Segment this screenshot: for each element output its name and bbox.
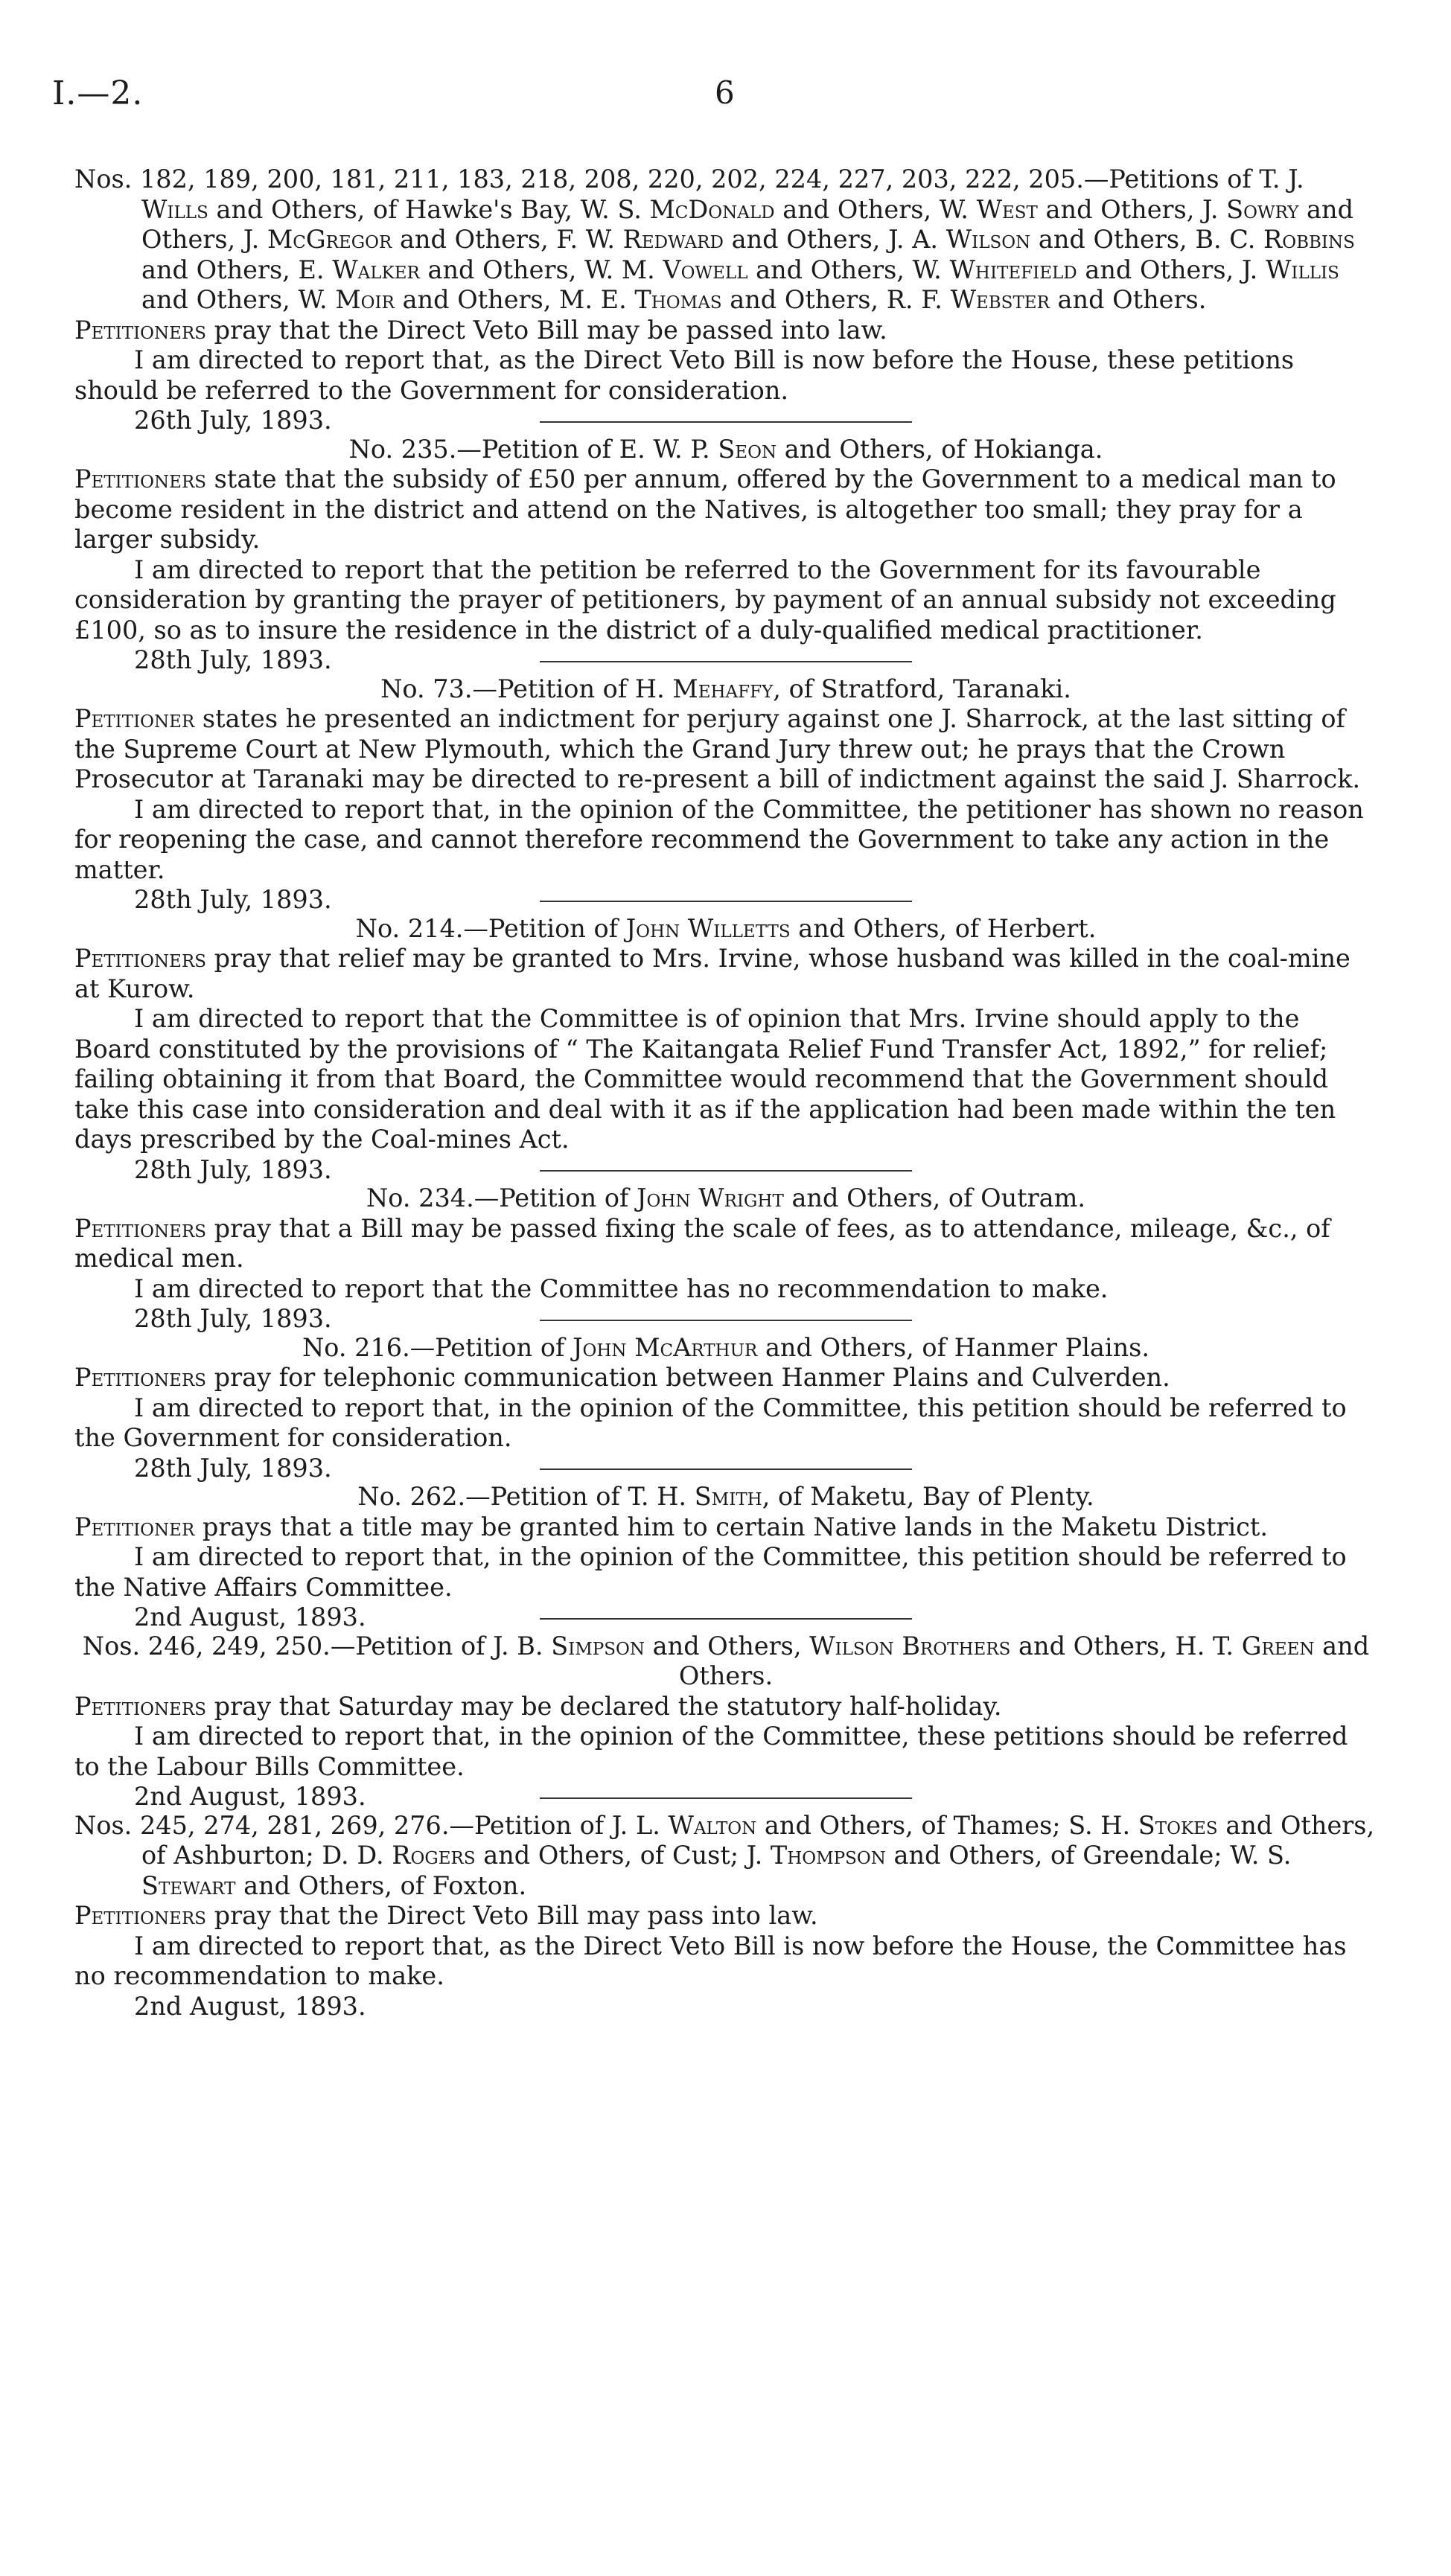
heading-text: and Others, J. — [141, 194, 1354, 254]
prayer-lead: Petitioners — [74, 1691, 207, 1721]
petition-heading — [74, 1183, 1377, 1214]
prayer-lead: Petitioners — [74, 464, 207, 493]
prayer-lead: Petitioner — [74, 704, 195, 733]
committee-report: I am directed to report that, as the Direct Veto Bill is now before the House, these petitions should be referred to the Government for consideration. — [74, 345, 1295, 405]
committee-report: I am directed to report that the Committee has no recommendation to make. — [134, 1273, 1109, 1303]
heading-text: and Others, of Cust; J. — [475, 1841, 771, 1870]
petition-heading — [74, 1811, 1377, 1902]
petitioner-name: Rogers — [392, 1841, 476, 1870]
heading-text: and Others, E. — [141, 255, 333, 284]
petitioner-name: John McArthur — [573, 1332, 758, 1362]
petition-prayer — [74, 1692, 1377, 1722]
heading-text: and Others, of Herbert. — [790, 913, 1097, 943]
heading-text: Nos. 246, 249, 250.—Petition of J. B. — [82, 1631, 552, 1661]
prayer-text: state that the subsidy of £50 per annum, offered by the Government to a medical man to become resident in the district and attend on the Natives, is altogether too small; they pray for a larger subsidy. — [74, 464, 1336, 554]
heading-text: and Others, W. M. — [419, 255, 663, 284]
section-divider — [540, 901, 912, 902]
petitioner-name: Smith — [694, 1482, 762, 1511]
petition-heading — [74, 164, 1377, 316]
heading-text: and Others, W. — [774, 194, 977, 224]
petition-section — [74, 1631, 1377, 1811]
petition-section — [74, 1811, 1377, 2022]
section-divider — [540, 1170, 912, 1172]
petitioner-name: Seon — [718, 434, 777, 464]
heading-text: and Others, H. T. — [1010, 1631, 1242, 1661]
heading-text: and Others, — [645, 1631, 810, 1661]
petition-prayer — [74, 1512, 1377, 1543]
petition-section — [74, 1482, 1377, 1631]
prayer-text: pray for telephonic communication between Hanmer Plains and Culverden. — [206, 1363, 1170, 1392]
petitioner-name: Webster — [950, 285, 1050, 314]
petitioner-name: Vowell — [663, 255, 748, 284]
heading-text: and Others, J. A. — [723, 225, 946, 254]
prayer-text: pray that Saturday may be declared the statutory half-holiday. — [206, 1691, 1002, 1721]
prayer-lead: Petitioners — [74, 1901, 207, 1930]
heading-text: , of Stratford, Taranaki. — [773, 674, 1071, 703]
prayer-text: pray that the Direct Veto Bill may be passed into law. — [206, 315, 887, 345]
heading-text: No. 234.—Petition of — [366, 1183, 637, 1212]
report-date: 28th July, 1893. — [134, 1154, 332, 1184]
petition-heading — [74, 1333, 1377, 1364]
section-divider — [540, 1320, 912, 1321]
petitioner-name: West — [976, 194, 1038, 224]
section-divider — [540, 421, 912, 423]
petitioner-name: Green — [1241, 1631, 1315, 1661]
petition-prayer — [74, 1901, 1377, 1931]
heading-text: and Others, F. W. — [392, 225, 623, 254]
petitioner-name: Wilson — [945, 225, 1031, 254]
heading-text: and Others. — [1049, 285, 1207, 314]
petitioner-name: Mehaffy — [672, 674, 774, 703]
petition-section — [74, 1332, 1377, 1483]
petition-heading — [74, 1631, 1377, 1692]
report-date: 2nd August, 1893. — [134, 1991, 366, 2021]
heading-text: and Others, of Hanmer Plains. — [757, 1332, 1150, 1362]
petition-section — [74, 674, 1377, 914]
prayer-lead: Petitioners — [74, 1363, 207, 1392]
committee-report: I am directed to report that, as the Direct Veto Bill is now before the House, the Committee has no recommendation to make. — [74, 1931, 1347, 1990]
petitioner-name: Thomas — [634, 285, 722, 314]
petition-heading — [74, 1482, 1377, 1512]
heading-text: and Others, W. — [747, 255, 950, 284]
committee-report: I am directed to report that, in the opinion of the Committee, this petition should be referred to the Government for consideration. — [74, 1393, 1347, 1452]
heading-text: No. 214.—Petition of — [355, 913, 626, 943]
petition-prayer — [74, 704, 1377, 795]
petition-section — [74, 164, 1377, 435]
petitioner-name: Walker — [332, 255, 420, 284]
committee-report: I am directed to report that, in the opinion of the Committee, these petitions should be referred to the Labour Bills Committee. — [74, 1722, 1348, 1781]
prayer-text: prays that a title may be granted him to certain Native lands in the Maketu District. — [194, 1512, 1269, 1541]
report-date: 28th July, 1893. — [134, 1453, 332, 1483]
committee-report: I am directed to report that the Committee is of opinion that Mrs. Irvine should apply to the Board constituted by the provisions of “ The Kaitangata Relief Fund Transfer Act, 1892,” for relief; failing obtaining it from that Board, the Committee would recommend that the Government should take this case into consideration and deal with it as if the application had been made within the ten days prescribed by the Coal-mines Act. — [74, 1004, 1336, 1154]
section-divider — [540, 661, 912, 662]
petitioner-name: McGregor — [267, 225, 392, 254]
prayer-text: pray that relief may be granted to Mrs. Irvine, whose husband was killed in the coal-mine at Kurow. — [74, 944, 1350, 1003]
petition-prayer — [74, 1363, 1377, 1393]
prayer-lead: Petitioners — [74, 1213, 207, 1243]
petitioner-name: Sowry — [1226, 194, 1299, 224]
petition-section — [74, 434, 1377, 674]
petitioner-name: John Willetts — [625, 913, 791, 943]
prayer-lead: Petitioners — [74, 944, 207, 973]
prayer-lead: Petitioner — [74, 1512, 195, 1541]
petition-prayer — [74, 1214, 1377, 1274]
heading-text: and Others, M. E. — [394, 285, 635, 314]
heading-text: No. 262.—Petition of T. H. — [357, 1482, 695, 1511]
petitioner-name: McDonald — [649, 194, 775, 224]
petitions-body — [74, 153, 1377, 2022]
heading-text: and Others, of Foxton. — [235, 1870, 527, 1900]
heading-text: and Others, of Outram. — [783, 1183, 1086, 1212]
heading-text: and Others, R. F. — [721, 285, 951, 314]
heading-text: and Others, J. — [1037, 194, 1227, 224]
petition-section — [74, 1183, 1377, 1333]
petition-heading — [74, 435, 1377, 465]
petitioner-name: Wilson Brothers — [809, 1631, 1011, 1661]
series-label: I.—2. — [52, 74, 144, 112]
heading-text: No. 216.—Petition of — [302, 1332, 573, 1362]
petitioner-name: Stewart — [141, 1870, 236, 1900]
heading-text: Nos. 182, 189, 200, 181, 211, 183, 218, 208, 220, 202, 224, 227, 203, 222, 205.—Petitions of T. J. — [74, 164, 1304, 194]
section-divider — [540, 1797, 912, 1799]
prayer-lead: Petitioners — [74, 315, 207, 345]
heading-text: and Others, of Ashburton; D. D. — [141, 1810, 1375, 1870]
petition-heading — [74, 674, 1377, 705]
prayer-text: states he presented an indictment for perjury against one J. Sharrock, at the last sitting of the Supreme Court at New Plymouth, which the Grand Jury threw out; he prays that the Crown Prosecutor at Taranaki may be directed to re-present a bill of indictment against the said J. Sharrock. — [74, 704, 1361, 793]
petitioner-name: Moir — [335, 285, 395, 314]
petitioner-name: Wills — [141, 194, 208, 224]
heading-text: and Others, of Thames; S. H. — [756, 1810, 1138, 1840]
heading-text: No. 73.—Petition of H. — [380, 674, 673, 703]
prayer-text: pray that a Bill may be passed fixing the scale of fees, as to attendance, mileage, &c., of medical men. — [74, 1213, 1330, 1273]
report-date: 28th July, 1893. — [134, 885, 332, 914]
petitioner-name: Whitefield — [949, 255, 1077, 284]
heading-text: No. 235.—Petition of E. W. P. — [348, 434, 718, 464]
section-divider — [540, 1468, 912, 1470]
petition-prayer — [74, 464, 1377, 555]
petitioner-name: Redward — [622, 225, 724, 254]
report-date: 28th July, 1893. — [134, 1304, 332, 1333]
petitioner-name: Thompson — [770, 1841, 886, 1870]
petitioner-name: Robbins — [1263, 225, 1355, 254]
page-number: 6 — [715, 74, 735, 111]
heading-text: and Others, B. C. — [1030, 225, 1264, 254]
committee-report: I am directed to report that the petition be referred to the Government for its favourable consideration by granting the prayer of petitioners, by payment of an annual subsidy not exceeding £100, so as to insure the residence in the district of a duly-qualified medical practitioner. — [74, 554, 1336, 645]
petitioner-name: Willis — [1265, 255, 1339, 284]
heading-text: and Others, W. — [141, 285, 336, 314]
heading-text: , of Maketu, Bay of Plenty. — [762, 1482, 1094, 1511]
petitioner-name: Stokes — [1138, 1810, 1218, 1840]
prayer-text: pray that the Direct Veto Bill may pass into law. — [206, 1901, 818, 1930]
petition-heading — [74, 914, 1377, 945]
report-date: 28th July, 1893. — [134, 645, 332, 674]
heading-text: and Others. — [678, 1631, 1370, 1690]
petitioner-name: John Wright — [637, 1183, 784, 1212]
report-date: 2nd August, 1893. — [134, 1602, 366, 1631]
heading-text: and Others, of Hawke's Bay, W. S. — [208, 194, 650, 224]
heading-text: and Others, of Greendale; W. S. — [885, 1841, 1292, 1870]
heading-text: Nos. 245, 274, 281, 269, 276.—Petition of J. L. — [74, 1810, 669, 1840]
committee-report: I am directed to report that, in the opinion of the Committee, the petitioner has shown no reason for reopening the case, and cannot therefore recommend the Government to take any action in the matter. — [74, 794, 1364, 884]
section-divider — [540, 1618, 912, 1620]
petition-prayer — [74, 944, 1377, 1004]
petitioner-name: Walton — [668, 1810, 757, 1840]
report-date: 26th July, 1893. — [134, 406, 332, 435]
heading-text: and Others, J. — [1077, 255, 1266, 284]
heading-text: and Others, of Hokianga. — [776, 434, 1103, 464]
report-date: 2nd August, 1893. — [134, 1782, 366, 1811]
petition-prayer — [74, 316, 1377, 346]
committee-report: I am directed to report that, in the opinion of the Committee, this petition should be referred to the Native Affairs Committee. — [74, 1542, 1347, 1602]
petitioner-name: Simpson — [551, 1631, 645, 1661]
petition-section — [74, 913, 1377, 1184]
